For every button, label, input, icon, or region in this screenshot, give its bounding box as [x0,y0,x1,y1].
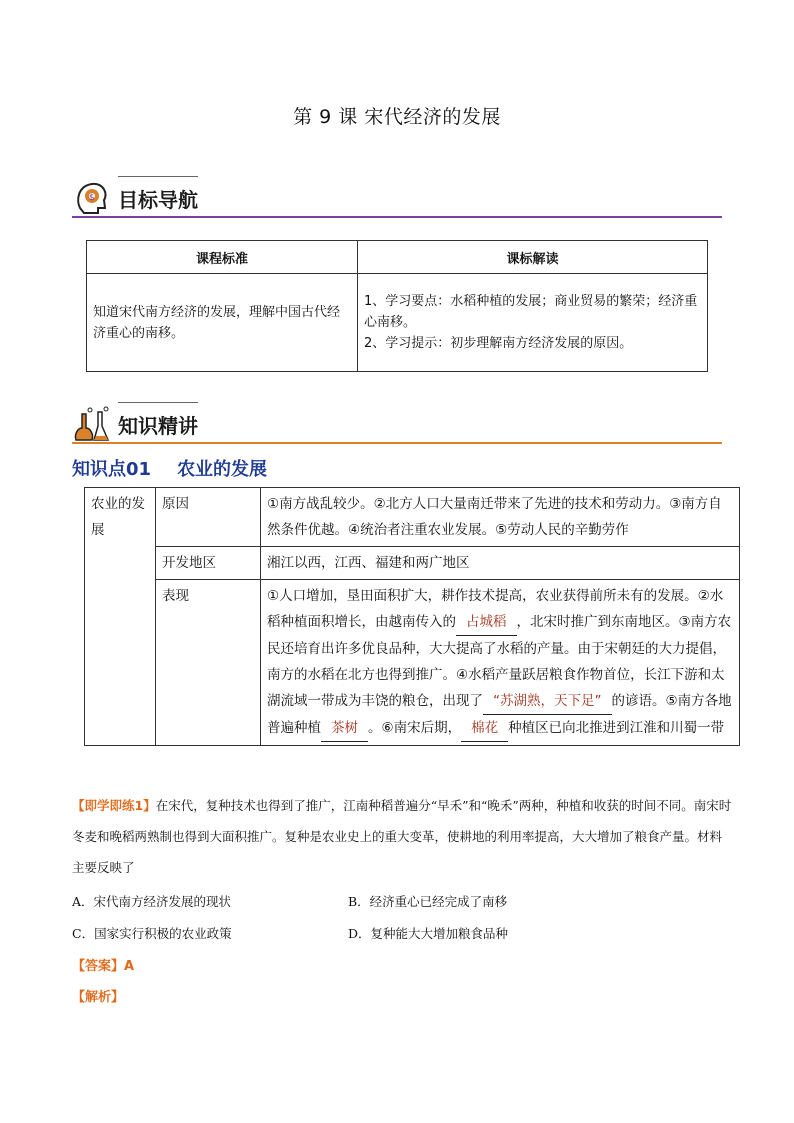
knowledge-point-title [72,455,293,481]
option-c[interactable]: C．国家实行积极的农业政策 [72,926,232,941]
knowledge-table [84,487,740,746]
exercise-tag: 【即学即练1】 [72,798,156,813]
answer-tag: 【答案】 [72,959,125,974]
standards-table [86,240,708,372]
header-course-standard: 课程标准 [87,241,358,274]
row-content-region: 湘江以西，江西、福建和两广地区 [261,547,740,580]
section-label: 目标导航 [118,188,198,212]
page-title: 第 9 课 宋代经济的发展 [293,106,501,128]
section-rule [72,216,722,218]
text-segment: 。⑥南宋后期， [368,720,462,736]
exercise-text: 在宋代，复种技术也得到了推广，江南种稻普遍分“早禾”和“晚禾”两种，种植和收获的时间不同。南宋时冬麦和晚稻两熟制也得到大面积推广。复种是农业史上的重大变革，使耕地的利用率提高，大大增加了粮食产量。材料主要反映了 [72,798,732,875]
row-label-region: 开发地区 [156,547,261,580]
text-segment: 的谚语。⑤南方各地普遍种植 [267,693,732,736]
section-rule [72,442,722,444]
section-header-goals [72,178,722,218]
section-label: 知识精讲 [118,414,198,438]
lab-flask-icon [72,404,112,444]
fill-blank-answer: “苏湖熟，天下足” [483,688,612,715]
text-segment: ，北宋时推广到东南地区。③南方农民还培育出许多优良品种，大大提高了水稻的产量。由于宋朝廷的大力提倡，南方的水稻在北方也得到推广。④水稻产量跃居粮食作物首位，长江下游和太湖流域一带成为丰饶的粮仓，出现了 [267,614,732,709]
svg-text:$: $ [89,193,95,203]
fill-blank-answer: 棉花 [461,715,508,742]
option-d[interactable]: D．复种能大大增加粮食品种 [348,926,509,941]
fill-blank-answer: 占城稻 [456,609,517,636]
fill-blank-answer: 茶树 [321,715,368,742]
header-standard-interpretation: 课标解读 [358,241,708,274]
section-header-knowledge [72,404,722,444]
row-label-performance: 表现 [156,580,261,746]
course-standard-text: 知道宋代南方经济的发展，理解中国古代经济重心的南移。 [87,274,358,372]
knowledge-point-name: 农业的发展 [177,459,268,480]
interpretation-line: 1、学习要点：水稻种植的发展；商业贸易的繁荣；经济重心南移。 [364,294,698,330]
text-segment: ①人口增加，垦田面积扩大，耕作技术提高，农业获得前所未有的发展。②水稻种植面积增长，由越南传入的 [267,588,724,630]
interpretation-cell [358,274,708,372]
option-b[interactable]: B．经济重心已经完成了南移 [348,894,508,909]
row-head: 农业的发展 [85,488,156,746]
exercise-question [72,790,732,883]
option-a[interactable]: A．宋代南方经济发展的现状 [72,894,232,909]
answer-line [72,955,134,974]
answer-value: A [124,959,135,974]
row-content-performance [261,580,740,746]
brain-gear-icon [72,178,112,218]
row-content-cause: ①南方战乱较少。②北方人口大量南迁带来了先进的技术和劳动力。③南方自然条件优越。④统治者注重农业发展。⑤劳动人民的辛勤劳作 [261,488,740,547]
row-label-cause: 原因 [156,488,261,547]
analysis-tag: 【解析】 [72,990,125,1005]
text-segment: 种植区已向北推进到江淮和川蜀一带 [508,720,725,736]
knowledge-point-number: 知识点01 [72,459,152,480]
interpretation-line: 2、学习提示：初步理解南方经济发展的原因。 [364,336,633,351]
